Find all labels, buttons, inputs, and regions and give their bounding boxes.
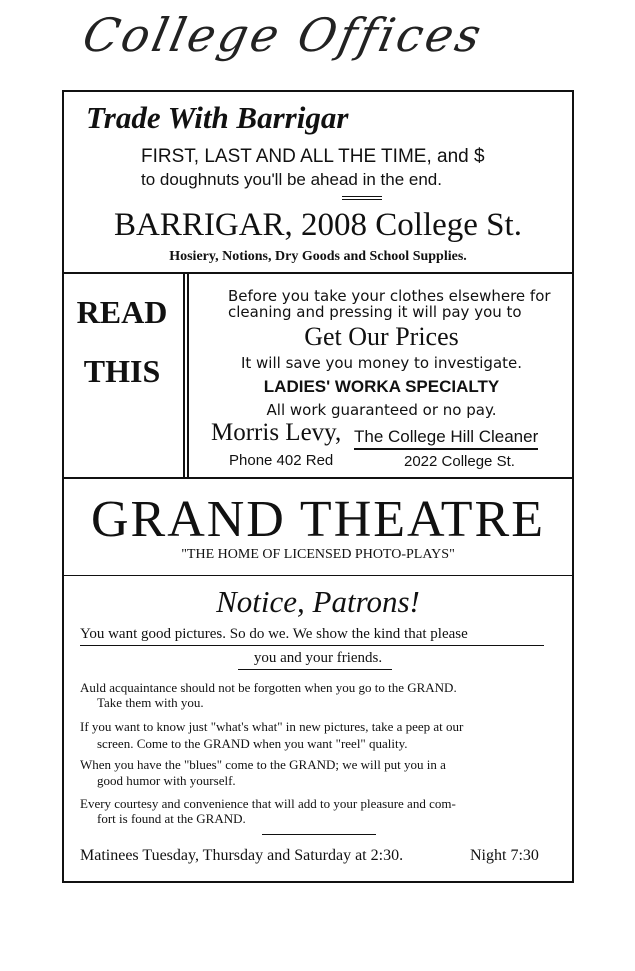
grand-title: GRAND THEATRE bbox=[90, 491, 546, 548]
levy-phone: Phone 402 Red bbox=[229, 452, 334, 469]
paragraph-3-line-2: good humor with yourself. bbox=[97, 773, 236, 788]
column-rule bbox=[187, 274, 189, 477]
paragraph-1-line-2: Take them with you. bbox=[97, 695, 204, 710]
paragraph-1-line-1: Auld acquaintance should not be forgotten when you go to the GRAND. bbox=[80, 680, 457, 695]
matinees-schedule: Matinees Tuesday, Thursday and Saturday at 2:30. bbox=[80, 847, 404, 864]
barrigar-line2: to doughnuts you'll be ahead in the end. bbox=[141, 170, 442, 189]
paragraph-2-line-1: If you want to know just "what's what" in new pictures, take a peep at our bbox=[80, 719, 464, 734]
this-label: THIS bbox=[83, 353, 161, 389]
section-divider bbox=[62, 477, 574, 479]
levy-intro-1: Before you take your clothes elsewhere for bbox=[228, 287, 551, 305]
levy-name: Morris Levy, bbox=[211, 419, 342, 446]
section-divider bbox=[62, 575, 574, 576]
levy-address: 2022 College St. bbox=[404, 453, 515, 470]
levy-guarantee: All work guaranteed or no pay. bbox=[266, 401, 497, 419]
barrigar-headline: Trade With Barrigar bbox=[86, 100, 349, 135]
column-rule bbox=[183, 274, 185, 477]
levy-intro-2: cleaning and pressing it will pay you to bbox=[228, 303, 522, 321]
section-divider bbox=[62, 272, 574, 274]
want-line-2: you and your friends. bbox=[253, 650, 383, 666]
levy-specialty: LADIES' WORKA SPECIALTY bbox=[263, 377, 500, 396]
handwritten-note: College Offices bbox=[78, 8, 489, 62]
short-rule bbox=[342, 199, 382, 200]
paragraph-2-line-2: screen. Come to the GRAND when you want "reel" quality. bbox=[97, 736, 408, 751]
grand-tagline: "THE HOME OF LICENSED PHOTO-PLAYS" bbox=[181, 547, 455, 562]
read-label: READ bbox=[76, 294, 168, 330]
barrigar-goods: Hosiery, Notions, Dry Goods and School Supplies. bbox=[169, 249, 467, 264]
short-rule bbox=[342, 196, 382, 197]
underline bbox=[238, 669, 392, 670]
night-schedule: Night 7:30 bbox=[470, 847, 539, 864]
underline bbox=[80, 645, 544, 646]
paragraph-4-line-1: Every courtesy and convenience that will add to your pleasure and com- bbox=[80, 796, 456, 811]
paragraph-3-line-1: When you have the "blues" come to the GRAND; we will put you in a bbox=[80, 757, 446, 772]
levy-prices: Get Our Prices bbox=[304, 322, 459, 351]
want-line-1: You want good pictures. So do we. We show the kind that please bbox=[80, 626, 468, 642]
levy-save: It will save you money to investigate. bbox=[240, 354, 523, 372]
notice-heading: Notice, Patrons! bbox=[216, 584, 420, 619]
barrigar-name-address: BARRIGAR, 2008 College St. bbox=[114, 207, 522, 243]
levy-business: The College Hill Cleaner bbox=[354, 427, 538, 450]
short-rule bbox=[262, 834, 376, 835]
barrigar-line1: FIRST, LAST AND ALL THE TIME, and $ bbox=[141, 146, 485, 167]
paragraph-4-line-2: fort is found at the GRAND. bbox=[97, 811, 246, 826]
